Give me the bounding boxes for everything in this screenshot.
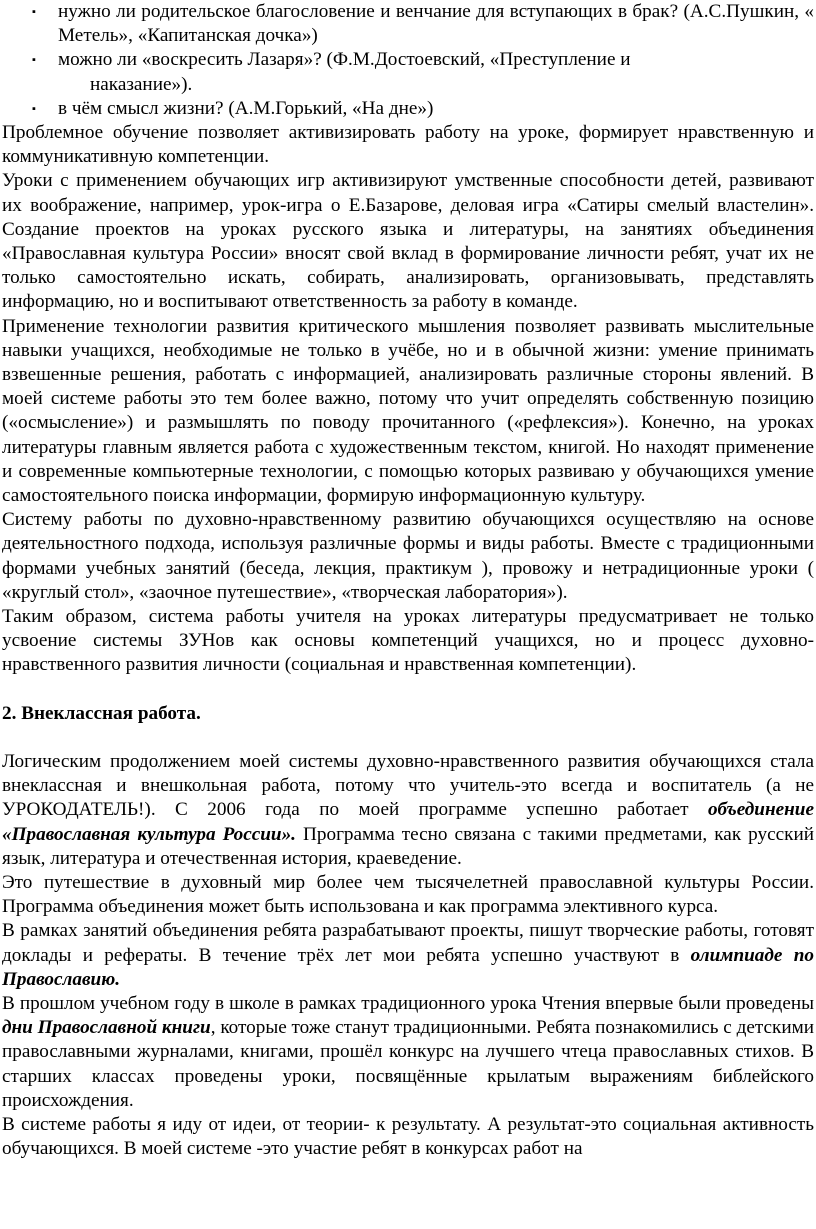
paragraph-conclusion: Таким образом, система работы учителя на уроках литературы предусматривает не только усвоение системы ЗУНов как основы компетенций учащихся, но и процесс духовно-нравственного развития личности (социальная и нравственная компетенции).	[2, 606, 814, 676]
paragraph-book-days	[2, 992, 814, 1113]
list-item	[2, 97, 814, 121]
paragraph-projects	[2, 919, 814, 992]
list-item-text-continued: наказание»).	[90, 73, 193, 95]
paragraph-critical-thinking: Применение технологии развития критического мышления позволяет развивать мыслительные навыки учащихся, необходимые не только в учёбе, но и в обычной жизни: умение принимать взвешенные решения, работать с информацией, анализировать различные стороны явлений. В моей системе работы это тем более важно, потому что учит определять собственную позицию («осмысление») и размышлять по поводу прочитанного («рефлексия»). Конечно, на уроках литературы главным является работа с художественным текстом, книгой. Но находят применение и современные компьютерные технологии, с помощью которых развиваю у обучающихся умение самостоятельного поиска информации, формирую информационную культуру.	[2, 315, 814, 507]
text-run: Логическим продолжением моей системы духовно-нравственного развития обучающихся стала внеклассная и внешкольная работа, потому что учитель-это всегда и воспитатель (а не УРОКОДАТЕЛЬ!). С 2006 года по моей программе успешно работает	[2, 750, 814, 821]
emphasis-text: объединение «Православная культура России».	[2, 799, 814, 845]
emphasis-text: олимпиаде по Православию.	[2, 944, 814, 990]
list-item-text: нужно ли родительское благословение и венчание для вступающих в брак? (А.С.Пушкин, « Метель», «Капитанская дочка»)	[58, 1, 814, 47]
list-item	[2, 0, 814, 48]
text-run: Программа тесно связана с такими предметами, как русский язык, литература и отечественная история, краеведение.	[2, 823, 815, 869]
paragraph-extracurricular	[2, 750, 814, 871]
list-item-text: можно ли «воскресить Лазаря»? (Ф.М.Достоевский, «Преступление и	[58, 49, 631, 71]
paragraph-results: В системе работы я иду от идеи, от теории- к результату. А результат-это социальная активность обучающихся. В моей системе -это участие ребят в конкурсах работ на	[2, 1113, 814, 1160]
text-run: В рамках занятий объединения ребята разрабатывают проекты, пишут творческие работы, готовят доклады и рефераты. В течение трёх лет мои ребята успешно участвуют в	[2, 920, 814, 966]
list-item-text: в чём смысл жизни? (А.М.Горький, «На дне»)	[58, 97, 434, 119]
paragraph-system: Систему работы по духовно-нравственному развитию обучающихся осуществляю на основе деятельностного подхода, используя различные формы и виды работы. Вместе с традиционными формами учебных занятий (беседа, лекция, практикум ), провожу и нетрадиционные уроки ( «круглый стол», «заочное путешествие», «творческая лаборатория»).	[2, 509, 814, 603]
section-heading: 2. Внеклассная работа.	[2, 702, 201, 724]
list-item	[2, 48, 814, 96]
paragraph-problem-learning: Проблемное обучение позволяет активизировать работу на уроке, формирует нравственную и коммуникативную компетенции.	[2, 122, 814, 168]
paragraph-journey: Это путешествие в духовный мир более чем тысячелетней православной культуры России. Программа объединения может быть использована и как программа элективного курса.	[2, 871, 814, 918]
bullet-icon: ▪	[32, 102, 36, 115]
text-run: В прошлом учебном году в школе в рамках традиционного урока Чтения впервые были проведены	[2, 992, 814, 1014]
bullet-icon: ▪	[32, 54, 36, 67]
bullet-icon: ▪	[32, 6, 36, 18]
text-run: , которые тоже станут традиционными. Ребята познакомились с детскими православными журналами, книгами, прошёл конкурс на лучшего чтеца православных стихов. В старших классах проведены уроки, посвящённые крылатым выражениям библейского происхождения.	[2, 1017, 814, 1111]
question-list	[2, 0, 814, 121]
paragraph-games: Уроки с применением обучающих игр активизируют умственные способности детей, развивают их воображение, например, урок-игра о Е.Базарове, деловая игра «Сатиры смелый властелин». Создание проектов на уроках русского языка и литературы, на занятиях объединения «Православная культура России» вносят свой вклад в формирование личности ребят, учат их не только самостоятельно искать, собирать, анализировать, организовывать, представлять информацию, но и воспитывают ответственность за работу в команде.	[2, 170, 814, 313]
emphasis-text: дни Православной книги	[2, 1017, 211, 1039]
